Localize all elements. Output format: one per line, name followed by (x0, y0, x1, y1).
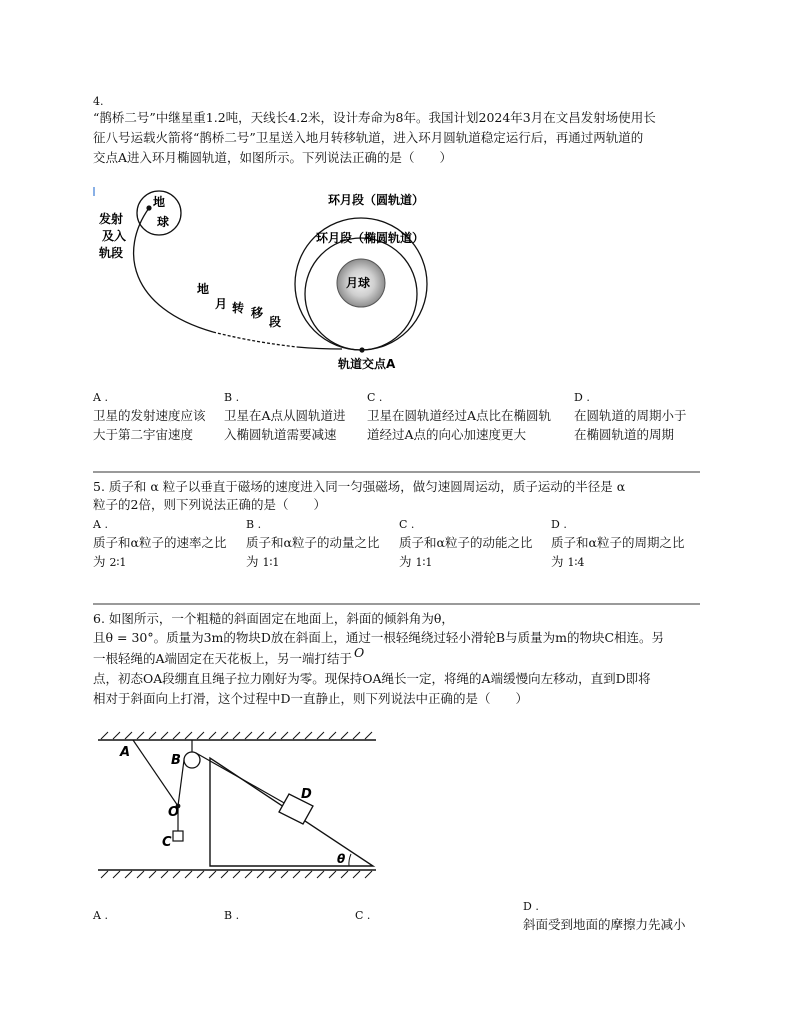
q4-option-c-line-1: 卫星在圆轨道经过A点比在椭圆轨 (367, 408, 552, 423)
q4-option-d-line-2: 在椭圆轨道的周期 (574, 427, 675, 442)
divider-2 (93, 603, 700, 605)
q4-option-a-line-1: 卫星的发射速度应该 (93, 408, 206, 423)
q4-option-a-label: A . (93, 391, 108, 404)
q5-option-a-label: A . (93, 518, 108, 531)
q5-option-d-label: D . (551, 518, 567, 531)
q4-option-d[interactable] (574, 390, 702, 444)
q5-option-d-prefix: 为 (551, 554, 564, 569)
q4-number: 4. (93, 95, 104, 108)
q4-option-b-line-2: 入椭圆轨道需要减速 (224, 427, 337, 442)
point-a (359, 347, 364, 352)
q4-option-d-label: D . (574, 391, 590, 404)
label-a: A (120, 745, 131, 760)
q4-option-a[interactable] (93, 390, 221, 444)
q4-stem-line-2: 征八号运载火箭将“鹊桥二号”卫星送入地月转移轨道，进入环月圆轨道稳定运行后，再通过两轨道的 (93, 130, 644, 145)
ceiling-hatch (101, 732, 372, 739)
q4-option-b-label: B . (224, 391, 240, 404)
moon-label: 月球 (346, 276, 371, 290)
q4-stem-line-3: 交点A进入环月椭圆轨道，如图所示。下列说法正确的是（ ） (93, 150, 453, 165)
label-theta: θ (337, 852, 346, 866)
q6-option-b[interactable] (224, 908, 344, 924)
q5-option-a[interactable] (93, 517, 243, 572)
q5-option-c-label: C . (399, 518, 415, 531)
q4-option-b[interactable] (224, 390, 364, 444)
label-c: C (162, 835, 172, 850)
q5-option-c-prefix: 为 (399, 554, 412, 569)
label-b: B (171, 753, 181, 768)
q6-stem-line-4: 点，初态OA段绷直且绳子拉力刚好为零。现保持OA绳长一定，将绳的A端缓慢向左移动，直到D即将 (93, 671, 651, 686)
launch-label-3: 轨段 (99, 246, 124, 260)
transfer-char-4: 移 (251, 306, 264, 320)
q5-option-a-text: 质子和α粒子的速率之比 (93, 535, 227, 550)
ground-hatch (101, 871, 372, 878)
transfer-char-2: 月 (215, 297, 228, 311)
q4-option-c-label: C . (367, 391, 383, 404)
q6-stem-line-3-text: 一根轻绳的A端固定在天花板上，另一端打结于 (93, 651, 353, 666)
q6-stem-line-3 (93, 645, 365, 669)
q6-option-c-label: C . (355, 909, 371, 922)
q5-option-c[interactable] (399, 517, 549, 572)
q5-option-b-label: B . (246, 518, 262, 531)
q4-option-d-line-1: 在圆轨道的周期小于 (574, 408, 687, 423)
q4-option-a-line-2: 大于第二宇宙速度 (93, 427, 194, 442)
transfer-path-2 (297, 347, 342, 349)
q5-option-d[interactable] (551, 517, 701, 572)
incline-figure (93, 728, 383, 884)
q4-option-c-line-2: 道经过A点的向心加速度更大 (367, 427, 527, 442)
q6-option-d-label: D . (523, 900, 539, 913)
q5-option-d-text: 质子和α粒子的周期之比 (551, 535, 685, 550)
divider-1 (93, 471, 700, 473)
launch-label-2: 及入 (102, 229, 127, 243)
earth-label-1: 地 (153, 195, 166, 209)
transfer-char-3: 转 (232, 301, 245, 315)
q6-stem-line-2: 且θ = 30°。质量为3m的物块D放在斜面上，通过一根轻绳绕过轻小滑轮B与质量为m的物块C相连。另 (93, 630, 665, 645)
q6-o-symbol: O (354, 645, 365, 660)
orbit-figure (93, 182, 453, 378)
circle-orbit-label: 环月段（圆轨道） (328, 193, 425, 207)
q4-option-c[interactable] (367, 390, 572, 444)
q5-option-a-ratio: 2∶1 (109, 556, 127, 569)
transfer-char-1: 地 (197, 282, 210, 296)
q5-option-c-ratio: 1∶1 (415, 556, 433, 569)
earth-label-2: 球 (157, 215, 170, 229)
q5-stem-line-1: 5. 质子和 α 粒子以垂直于磁场的速度进入同一匀强磁场，做匀速圆周运动，质子运动的半径是 α (93, 479, 626, 494)
transfer-path-dashed (213, 332, 297, 347)
q6-option-d-text: 斜面受到地面的摩擦力先减小 (523, 917, 686, 932)
q6-stem-line-5: 相对于斜面向上打滑，这个过程中D一直静止，则下列说法中正确的是（ ） (93, 691, 529, 706)
q6-option-d[interactable] (523, 899, 703, 934)
label-d: D (301, 787, 312, 802)
label-o: O (168, 805, 180, 820)
q6-stem-line-1: 6. 如图所示，一个粗糙的斜面固定在地面上，斜面的倾斜角为θ， (93, 611, 454, 626)
q5-stem-line-2: 粒子的2倍，则下列说法正确的是（ ） (93, 497, 326, 512)
q6-option-a-label: A . (93, 909, 108, 922)
q5-option-b-ratio: 1∶1 (262, 556, 280, 569)
q5-option-b-text: 质子和α粒子的动量之比 (246, 535, 380, 550)
q4-option-b-line-1: 卫星在A点从圆轨道进 (224, 408, 346, 423)
intersection-label: 轨道交点A (338, 357, 396, 371)
q5-option-c-text: 质子和α粒子的动能之比 (399, 535, 533, 550)
q4-stem-line-1: “鹊桥二号”中继星重1.2吨，天线长4.2米，设计寿命为8年。我国计划2024年3月在文昌发射场使用长 (93, 110, 656, 125)
q6-option-a[interactable] (93, 908, 213, 924)
launch-label-1: 发射 (99, 212, 124, 226)
ellipse-orbit-label: 环月段（椭圆轨道） (316, 231, 425, 245)
q5-option-a-prefix: 为 (93, 554, 106, 569)
q5-option-b[interactable] (246, 517, 396, 572)
transfer-char-5: 段 (269, 315, 282, 329)
rope-ao (133, 740, 178, 806)
q6-option-b-label: B . (224, 909, 240, 922)
q5-option-d-ratio: 1∶4 (567, 556, 585, 569)
q6-option-c[interactable] (355, 908, 475, 924)
block-c (173, 831, 183, 841)
q5-option-b-prefix: 为 (246, 554, 259, 569)
